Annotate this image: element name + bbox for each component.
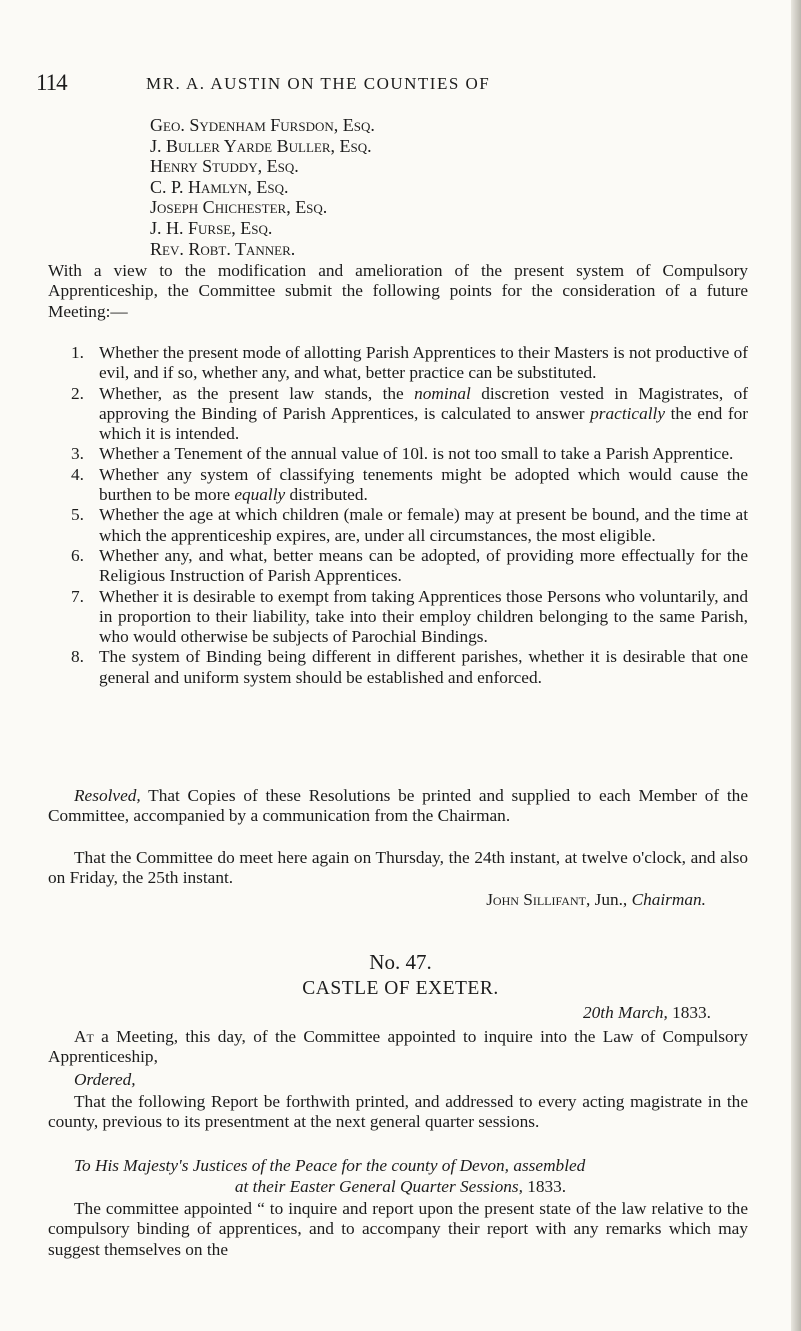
point-number: 3.	[71, 444, 84, 464]
committee-paragraph: The committee appointed “ to inquire and report upon the present state of the law relative to the compulsory binding of apprentices, and to accompany their report with any remarks which may suggest themselves on the	[48, 1199, 748, 1259]
point-number: 8.	[71, 647, 84, 667]
address-line-1	[48, 1156, 748, 1176]
signature-name: John Sillifant,	[486, 890, 591, 909]
point-number: 1.	[71, 343, 84, 362]
point-item	[48, 546, 748, 587]
page-edge	[791, 0, 801, 1331]
address-text: at their Easter General Quarter Sessions,	[234, 1177, 523, 1196]
point-text: Whether any, and what, better means can be adopted, of providing more effectually for the Religious Instruction of Parish Apprentices.	[99, 545, 748, 586]
resolved-text: That Copies of these Resolutions be printed and supplied to each Member of the Committee, accompanied by a communication from the Chairman.	[48, 786, 748, 826]
resolved-paragraph	[48, 786, 748, 827]
points-list	[48, 343, 748, 688]
meeting-note: That the Committee do meet here again on Thursday, the 24th instant, at twelve o'clock, and also on Friday, the 25th instant.	[48, 848, 748, 888]
point-item	[48, 444, 748, 464]
intro-paragraph: With a view to the modification and amelioration of the present system of Compulsory Apprenticeship, the Committee submit the following points for the consideration of a future Meeting:—	[48, 261, 748, 321]
address-line-2	[0, 1177, 801, 1197]
point-item	[48, 465, 748, 506]
point-text: Whether a Tenement of the annual value of 10l. is not too small to take a Parish Apprentice.	[99, 444, 734, 464]
section-date	[0, 1003, 711, 1023]
point-text: Whether any system of classifying tenements might be adopted which would cause the burthen to be more	[99, 464, 748, 505]
running-head: MR. A. AUSTIN ON THE COUNTIES OF	[146, 74, 491, 93]
point-text: the end for which it is intended.	[99, 403, 748, 444]
point-emphasis: nominal	[414, 383, 471, 403]
ordered-label: Ordered,	[74, 1070, 136, 1089]
page-number: 114	[36, 70, 67, 95]
address-text: To His Majesty's Justices of the Peace for the county of Devon, assembled	[74, 1156, 586, 1175]
point-text: Whether the age at which children (male or female) may at present be bound, and the time at which the apprenticeship expires, are, under all circumstances, the most eligible.	[99, 505, 748, 545]
meeting-text: a Meeting, this day, of the Committee appointed to inquire into the Law of Compulsory Apprenticeship,	[48, 1027, 748, 1067]
section-title: CASTLE OF EXETER.	[302, 978, 499, 999]
point-text: Whether the present mode of allotting Parish Apprentices to their Masters is not productive of evil, and if so, whether any, and what, better practice can be substituted.	[99, 343, 748, 383]
point-item	[48, 343, 748, 384]
point-item	[48, 587, 748, 648]
page-header	[0, 70, 801, 100]
point-text: The system of Binding being different in different parishes, whether it is desirable that one general and uniform system should be established and enforced.	[99, 647, 748, 687]
point-item	[48, 384, 748, 445]
resolved-label: Resolved,	[74, 786, 141, 805]
point-text: Whether it is desirable to exempt from taking Apprentices those Persons who voluntarily, and in proportion to their liability, take into their employ children belonging to the same Parish, who would otherwise be subjects of Parochial Bindings.	[99, 586, 748, 647]
signature-suffix: Jun.,	[590, 890, 632, 909]
date-year: 1833.	[667, 1003, 711, 1022]
member-name: Henry Studdy, Esq.	[150, 156, 299, 177]
point-emphasis: equally	[234, 485, 286, 505]
meeting-lead: At	[74, 1027, 94, 1046]
address-year: 1833.	[522, 1177, 567, 1196]
point-number: 4.	[71, 464, 84, 484]
date-day: 20th March,	[583, 1003, 668, 1022]
committee-members-list	[150, 115, 375, 259]
point-number: 6.	[71, 545, 84, 565]
point-text: discretion vested in Magistrates, of approving the Binding of Parish Apprentices, is calculated to answer	[99, 383, 749, 423]
meeting-paragraph	[48, 1027, 748, 1068]
section-number: No. 47.	[369, 950, 432, 974]
member-name: C. P. Hamlyn, Esq.	[150, 176, 289, 197]
member-name: Geo. Sydenham Fursdon, Esq.	[150, 115, 375, 135]
signature-role: Chairman.	[631, 890, 706, 909]
member-name: J. Buller Yarde Buller, Esq.	[150, 135, 372, 156]
point-number: 7.	[71, 586, 84, 606]
point-item	[48, 647, 748, 688]
point-text: distributed.	[285, 485, 368, 505]
chairman-signature	[0, 890, 706, 910]
member-name: Joseph Chichester, Esq.	[150, 197, 328, 218]
point-emphasis: practically	[590, 403, 666, 423]
point-text: Whether, as the present law stands, the	[99, 383, 415, 403]
ordered-heading	[48, 1070, 748, 1090]
point-item	[48, 505, 748, 546]
member-name: J. H. Furse, Esq.	[150, 217, 273, 238]
point-number: 2.	[71, 383, 84, 403]
member-name: Rev. Robt. Tanner.	[150, 238, 296, 259]
point-number: 5.	[71, 505, 84, 525]
order-text: That the following Report be forthwith printed, and addressed to every acting magistrate in the county, previous to its presentment at the next general quarter sessions.	[48, 1092, 748, 1132]
